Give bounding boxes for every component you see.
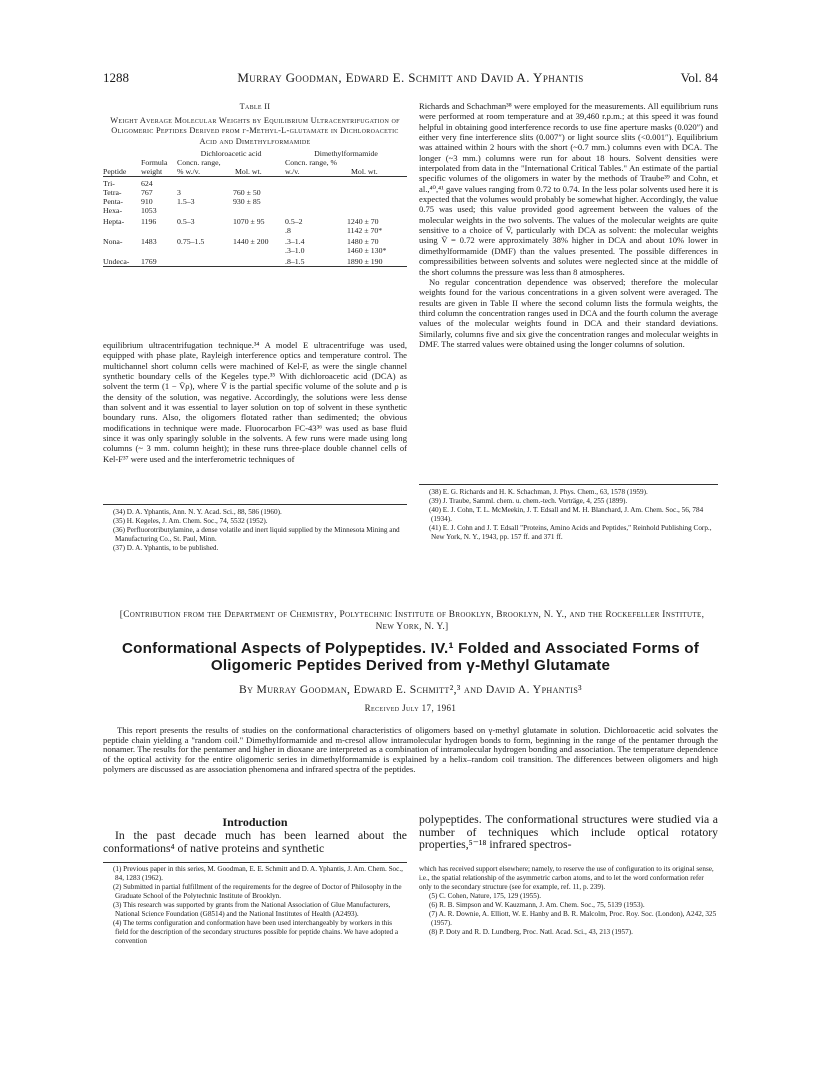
table-cell [285,188,341,197]
table-cell [285,206,341,215]
page-number: 1288 [103,70,129,85]
col-header: Concn. range, % w./v. [285,158,337,176]
title-line: Conformational Aspects of Polypeptides. IV.¹ Folded and Associated Forms of [121,640,700,657]
footnote-rule [103,504,407,505]
table-row [103,206,407,215]
table-row [103,226,407,235]
table-cell: Hepta- [103,217,125,226]
footnote: (4) The terms configuration and conformation have been used interchangeably by workers in this field for the description of the secondary structures possible for peptide chains. We have adopted a convention [113,918,399,945]
table-cell [177,206,227,215]
table-cell: Hexa- [103,206,123,215]
footnote-rule [419,484,718,485]
table-caption: Weight Average Molecular Weights by Equilibrium Ultracentrifugation of Oligomeric Peptides Derived from γ-Methyl-L-glutamate in Dichloroacetic Acid and Dimethylformamide [110,115,400,146]
table-cell [103,226,141,235]
contribution-note: [Contribution from the Department of Chemistry, Polytechnic Institute of Brooklyn, Brooklyn, N. Y., and the Rockefeller Institute, New York, N. Y.] [119,610,705,632]
table-cell: 1.5–3 [177,197,195,206]
footnote: (3) This research was supported by grants from the National Association of Glue Manufacturers, National Science Foundation (G8514) and the National Institutes of Health (A2493). [113,900,391,918]
table-cell: .8–1.5 [285,257,305,266]
paragraph: polypeptides. The conformational structures were studied via a number of techniques which include optical rotatory properties,⁵⁻¹⁸ infrared spectros- [419,813,718,852]
col-header: Peptide [103,167,127,176]
intro-left [103,830,407,855]
article-title [100,640,721,674]
table-cell: Nona- [103,237,123,246]
table-cell [285,197,341,206]
table-cell [341,188,407,197]
paragraph: In the past decade much has been learned about the conformations⁴ of native proteins and synthetic [103,829,407,855]
table-cell: Tetra- [103,188,122,197]
table-cell: 1769 [141,257,157,266]
footnote: (34) D. A. Yphantis, Ann. N. Y. Acad. Sci., 88, 586 (1960). [113,508,282,516]
table-row [103,188,407,197]
table-cell [285,179,341,188]
group-header-dmf: Dimethylformamide [314,149,378,158]
running-header-authors: Murray Goodman, Edward E. Schmitt and David A. Yphantis [237,70,584,85]
table-cell: 1480 ± 70 [347,237,379,246]
table-cell [103,246,141,255]
table-cell [141,246,177,255]
footnote-rule [103,862,407,863]
table-cell [227,179,285,188]
left-body-text [103,340,407,464]
table-cell: 1196 [141,217,157,226]
group-header-dca: Dichloroacetic acid [200,149,262,158]
right-footnotes [419,488,718,542]
abstract: This report presents the results of studies on the conformational characteristics of oligomers based on γ-methyl glutamate in solution. Dichloroacetic acid solvates the peptide chain yielding a "random coil." Dimethylformamide and m-cresol allow intramolecular hydrogen bonds to form, beginning in the range of the pentamer through the nonamer. The results for the pentamer and higher in dioxane are interpreted as a combination of intramolecular hydrogen bonding and association. The temperature dependence of the optical activity for the entire oligomeric series in dimethylformamide is explained by a helix–random coil transition. The differences between oligomers and high polymers are discussed as are association phenomena and infrared spectra of the peptides. [103,725,718,774]
data-table [103,149,407,268]
table-cell: 910 [141,197,153,206]
col-header: Mol. wt. [351,167,378,176]
footnote: (37) D. A. Yphantis, to be published. [113,543,219,552]
col-header: Mol. wt. [235,167,262,176]
footnote: (39) J. Traube, Samml. chem. u. chem.-tech. Vorträge, 4, 255 (1899). [429,496,628,505]
footnote: (6) R. B. Simpson and W. Kauzmann, J. Am. Chem. Soc., 75, 5139 (1953). [429,900,645,909]
table-cell: 1890 ± 190 [347,257,383,266]
table-cell: 760 ± 50 [233,188,261,197]
footnote: (41) E. J. Cohn and J. T. Edsall "Proteins, Amino Acids and Peptides," Reinhold Publishing Corp., New York, N. Y., 1943, pp. 157 ff. and 371 ff. [429,523,712,541]
table-cell: 1240 ± 70 [347,217,379,226]
table-cell [177,246,227,255]
table-block [103,102,407,268]
table-cell [227,257,285,267]
table-cell [177,257,227,267]
table-cell [177,226,227,235]
table-cell [141,226,177,235]
table-cell: 624 [141,179,153,188]
footnote: which has received support elsewhere; namely, to reserve the use of configuration to its original sense, i.e., the spatial relationship of the asymmetric carbon atoms, and to let the word conformation refer only to the secondary structure (see for example, ref. 11, p. 239). [419,865,714,891]
footnote: (35) H. Kegeles, J. Am. Chem. Soc., 74, 5532 (1952). [113,516,268,525]
table-row [103,197,407,206]
table-cell: 3 [177,188,181,197]
table-cell: 930 ± 85 [233,197,261,206]
table-cell: .3–1.4 [285,237,305,246]
right-body-text [419,101,718,349]
table-cell [341,179,407,188]
table-row [103,179,407,188]
table-cell: Undeca- [103,257,130,266]
table-row [103,217,407,226]
byline: By Murray Goodman, Edward E. Schmitt²,³ and David A. Yphantis³ [238,683,583,696]
table-cell: .8 [285,226,291,235]
table-cell: 1053 [141,206,157,215]
footnote: (5) C. Cohen, Nature, 175, 129 (1955). [429,891,541,900]
bottom-left-footnotes [103,865,407,946]
table-cell: 767 [141,188,153,197]
table-cell [177,179,227,188]
table-cell: 0.75–1.5 [177,237,205,246]
footnote: (36) Perfluorotributylamine, a dense volatile and inert liquid supplied by the Minnesota Mining and Manufacturing Co., St. Paul, Minn. [113,525,400,543]
footnote: (1) Previous paper in this series, M. Goodman, E. E. Schmitt and D. A. Yphantis, J. Am. Chem. Soc., 84, 1283 (1962). [113,865,403,882]
bottom-right-footnotes [419,865,718,937]
paragraph: equilibrium ultracentrifugation technique.³⁴ A model E ultracentrifuge was used, equipped with phase plate, Rayleigh interference optics and temperature control. The multichannel short column cells were machined of Kel-F, as were the single channel synthetic boundary cells of the Kegeles type.³⁵ With dichloroacetic acid (DCA) as solvent the term (1 − V̄ρ), where V̄ is the partial specific volume of the solute and ρ is the density of the solution, was negative. Accordingly, the solutions were less dense than solvent and it was essential to layer solution on top of solvent in these synthetic boundary runs. Also, the oligomers flotated rather than sedimented; the obvious modifications in technique were made. Fluorocarbon FC-43³⁶ was used as base fluid since it was only sparingly soluble in the solvents. A few runs were made using long columns (~ 3 mm. column height); in these runs three-place double channel cells of Kel-F³⁷ were used and the interferometric techniques of [103,340,407,464]
table-cell: .3–1.0 [285,246,305,255]
col-header: Concn. range, % w./v. [177,158,221,176]
footnote: (40) E. J. Cohn, T. L. McMeekin, J. T. Edsall and M. H. Blanchard, J. Am. Chem. Soc., 56, 784 (1934). [429,505,704,523]
col-header: Formula weight [141,158,168,176]
table-cell [227,226,285,235]
table-cell [341,197,407,206]
table-cell [227,206,285,215]
table-cell: Tri- [103,179,115,188]
table-row [103,246,407,255]
paragraph: Richards and Schachman³⁸ were employed for the measurements. All equilibrium runs were performed at room temperature and at 39,460 r.p.m.; at this speed it was found helpful in obtaining good interference records to use fine aperture masks (0.020″) and either very fine interference slits (0.007″) or light source slits (<0.001″). Equilibrium was attained within 2 hours with the short (~0.7 mm.) columns even with DCA. The longer (~3 mm.) columns were run for about 18 hours. Solvent densities were interpolated from data in the "International Critical Tables." An estimate of the partial specific volumes of the oligomers in water by the methods of Traube³⁹ and Cohn, et al.,⁴⁰,⁴¹ gave values ranging from 0.72 to 0.74. In the less polar solvents used here it is expected that the volumes would probably be somewhat higher. Accordingly, the value 0.75 was used; this value provided good agreement between the values of the molecular weights in the two solvents. The values of the molecular weights are quite sensitive to a choice of V̄, particularly with DCA as solvent: the molecular weights using V̄ = 0.72 were approximately 38% higher in DCA and about 10% lower in dimethylformamide (DMF) than the values presented. The possible differences in compressibilities between solvents and solutes were neglected since at the middle of the short columns the pressure was less than 8 atmospheres. [419,101,718,277]
title-line: Oligomeric Peptides Derived from γ-Methyl Glutamate [210,657,611,674]
footnote: (8) P. Doty and R. D. Lundberg, Proc. Natl. Acad. Sci., 43, 213 (1957). [429,927,633,936]
footnote: (38) E. G. Richards and H. K. Schachman, J. Phys. Chem., 63, 1578 (1959). [429,488,648,496]
left-footnotes [103,508,407,553]
table-cell: 1142 ± 70* [347,226,383,235]
intro-right [419,814,718,852]
received-date: Received July 17, 1961 [364,703,457,713]
table-cell: 0.5–2 [285,217,303,226]
intro-heading: Introduction [222,815,288,829]
footnote: (7) A. R. Downie, A. Elliott, W. E. Hanby and B. R. Malcolm, Proc. Roy. Soc. (London), A242, 325 (1957). [429,909,717,927]
table-cell: 1440 ± 200 [233,237,269,246]
table-cell [227,246,285,255]
volume-label: Vol. 84 [680,70,718,85]
table-row [103,237,407,246]
table-cell: 1460 ± 130* [347,246,387,255]
paragraph: No regular concentration dependence was observed; therefore the molecular weights found for the various concentrations in a given solvent were averaged. The results are given in Table II where the second column lists the formula weights, the third column the concentration ranges used in DCA and the fourth column the average values of the molecular weights found in DCA and their standard deviations. Similarly, columns five and six give the concentration ranges and molecular weights in DMF. The starred values were obtained using the longer columns of solution. [419,276,718,349]
table-cell: 0.5–3 [177,217,195,226]
table-cell: Penta- [103,197,123,206]
table-cell [341,206,407,215]
table-row [103,257,407,267]
table-cell: 1483 [141,237,157,246]
table-cell: 1070 ± 95 [233,217,265,226]
table-label: Table II [239,102,271,111]
running-header [103,70,718,86]
table-header-row [103,158,407,177]
footnote: (2) Submitted in partial fulfillment of the requirements for the degree of Doctor of Philosophy in the Graduate School of the Polytechnic Institute of Brooklyn. [113,882,402,900]
